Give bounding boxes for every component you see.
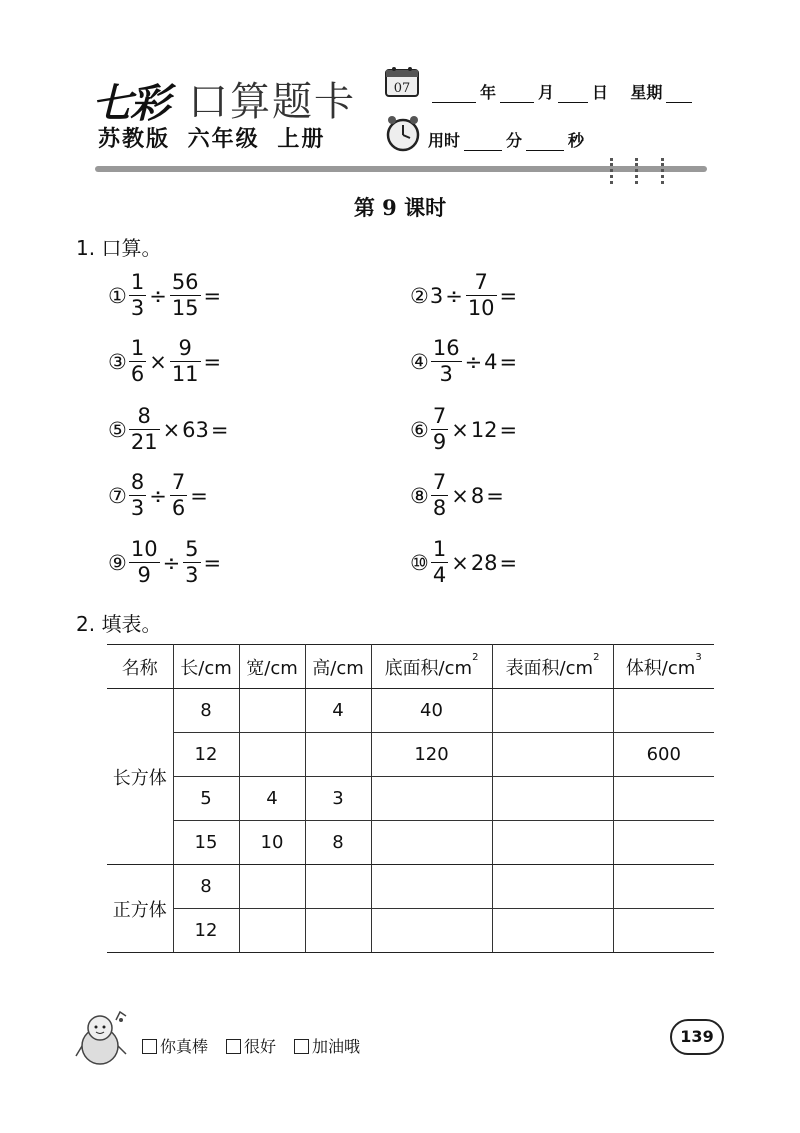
fraction [171,338,200,385]
day-label: 日 [592,83,609,102]
binding-ring [610,158,615,184]
operator: ÷ [464,349,483,374]
table-row [107,821,714,865]
minute-label: 分 [506,131,523,150]
operator: ÷ [162,550,181,575]
denominator: 8 [432,496,447,520]
operator: × [149,349,167,374]
mascot-illustration [72,1006,132,1068]
unit-exponent: 2 [472,651,479,663]
problem-2 [410,272,519,319]
edition-label: 苏教版 六年级 上册 [98,127,326,152]
table-cell[interactable] [305,865,371,909]
equals-sign: = [203,283,222,308]
second-label: 秒 [568,131,585,150]
table-header-row [107,645,714,689]
equals-sign: = [499,349,518,374]
equals-sign: = [499,550,518,575]
operator: × [162,417,181,442]
denominator: 15 [171,296,199,320]
fraction [130,472,145,519]
table-row [107,733,714,777]
header-label: 表面积/cm [505,657,594,679]
table-cell[interactable] [305,733,371,777]
table-cell[interactable] [371,777,492,821]
weekday-label: 星期 [630,83,663,102]
operator: × [451,417,469,442]
numerator: 8 [137,404,151,428]
year-label: 年 [480,83,497,102]
numerator: 7 [171,470,186,494]
table-cell[interactable] [613,689,714,733]
table-cell[interactable] [305,909,371,953]
table-cell[interactable] [492,733,613,777]
problem-1 [108,272,223,319]
time-used-label: 用时 [428,131,461,150]
operator: ÷ [149,283,167,308]
table-cell[interactable] [239,733,305,777]
table-row [107,909,714,953]
whole-number: 8 [470,483,485,508]
header-cell [371,645,492,689]
rating-checkbox[interactable] [294,1039,309,1054]
table-cell[interactable] [613,865,714,909]
header-cell [613,645,714,689]
denominator: 3 [431,361,462,385]
whole-number: 28 [470,550,498,575]
unit-exponent: 3 [695,651,702,663]
table-cell: 8 [173,689,239,733]
table-row [107,689,714,733]
header-cell [492,645,613,689]
month-label: 月 [538,83,555,102]
numerator: 5 [185,537,199,561]
equals-sign: = [499,417,518,442]
rating-option[interactable] [142,1034,208,1057]
denominator: 3 [185,563,199,587]
fraction [184,539,199,586]
fraction [130,406,159,453]
problem-7 [108,472,210,519]
table-row [107,865,714,909]
table-cell[interactable] [613,821,714,865]
table-cell[interactable] [239,689,305,733]
table-cell[interactable] [492,777,613,821]
table-cell: 12 [173,733,239,777]
table-cell: 5 [173,777,239,821]
binding-ring [661,158,666,184]
problem-3 [108,338,223,385]
header-divider [95,166,707,172]
table-cell[interactable] [371,821,492,865]
problem-marker: ⑨ [108,550,127,575]
rating-checkbox[interactable] [142,1039,157,1054]
rating-label: 加油哦 [312,1037,361,1056]
denominator: 3 [130,296,145,320]
numerator: 7 [474,270,488,294]
table-cell: 10 [239,821,305,865]
operator: ÷ [149,483,167,508]
table-cell[interactable] [371,909,492,953]
table-cell: 8 [305,821,371,865]
table-cell: 120 [371,733,492,777]
numerator: 56 [171,270,199,294]
calendar-day: 07 [393,81,411,96]
fraction [432,539,447,586]
table-row [107,777,714,821]
header-cell [305,645,371,689]
table-cell[interactable] [371,865,492,909]
whole-number: 4 [484,349,498,374]
rating-option[interactable] [226,1034,276,1057]
problem-marker: ⑥ [410,417,429,442]
problem-marker: ⑦ [108,483,127,508]
operator: × [451,483,469,508]
problem-marker: ⑤ [108,417,127,442]
fraction [171,272,200,319]
rating-label: 你真棒 [160,1037,209,1056]
unit-exponent: 2 [593,651,600,663]
denominator: 6 [171,496,186,520]
problem-marker: ④ [410,349,429,374]
table-cell: 4 [239,777,305,821]
equals-sign: = [203,349,222,374]
logo-brand: 七彩 [92,80,168,127]
header-label: 长/cm [180,657,232,679]
table-cell: 15 [173,821,239,865]
header-label: 宽/cm [246,657,298,679]
fraction [130,272,145,319]
shape-name-cell: 正方体 [107,865,173,953]
numerator: 7 [432,404,447,428]
numerator: 10 [130,537,158,561]
header-label: 高/cm [312,657,364,679]
numerator: 8 [130,470,145,494]
numerator: 1 [130,336,145,360]
equals-sign: = [203,550,222,575]
numerator: 16 [432,336,460,360]
fraction [432,472,447,519]
fill-in-table [107,644,714,953]
fraction [432,406,447,453]
numerator: 7 [432,470,447,494]
operator: × [451,550,469,575]
denominator: 6 [130,362,145,386]
problem-8 [410,472,506,519]
table-cell[interactable] [492,865,613,909]
denominator: 21 [130,430,158,454]
problem-marker: ⑧ [410,483,429,508]
header-label: 名称 [121,657,158,679]
problem-5 [108,406,231,453]
problem-marker: ① [108,283,127,308]
section-2-title: 2. 填表。 [76,612,162,636]
denominator: 9 [129,562,160,586]
problem-marker: ⑩ [410,550,429,575]
table-cell[interactable] [492,909,613,953]
clock-icon [384,114,422,152]
table-cell[interactable] [613,777,714,821]
header-cell [107,645,173,689]
problem-10 [410,539,519,586]
header-cell [239,645,305,689]
table-cell: 3 [305,777,371,821]
table-cell: 12 [173,909,239,953]
calendar-icon [384,64,420,98]
date-line [428,80,696,103]
denominator: 9 [432,430,447,454]
equals-sign: = [486,483,504,508]
denominator: 3 [130,496,145,520]
fraction [171,472,186,519]
header-label: 体积/cm [625,657,696,679]
equals-sign: = [499,283,518,308]
time-line [428,128,584,151]
numerator: 9 [178,336,192,360]
whole-number: 3 [429,283,444,308]
problem-4 [410,338,519,385]
problem-marker: ③ [108,349,127,374]
table-cell: 40 [371,689,492,733]
numerator: 1 [130,270,145,294]
fraction [432,338,461,385]
table-cell: 600 [613,733,714,777]
operator: ÷ [445,283,463,308]
header-cell [173,645,239,689]
table-cell: 8 [173,865,239,909]
equals-sign: = [190,483,208,508]
rating-option[interactable] [294,1034,360,1057]
self-rating [142,1034,360,1057]
table-cell[interactable] [239,909,305,953]
problem-6 [410,406,519,453]
denominator: 4 [432,563,447,587]
rating-label: 很好 [244,1037,277,1056]
table-cell[interactable] [492,821,613,865]
lesson-title: 第 9 课时 [353,195,447,220]
problem-9 [108,539,223,586]
shape-name-cell: 长方体 [107,689,173,865]
binding-ring [635,158,640,184]
denominator: 11 [171,362,199,386]
section-1-title: 1. 口算。 [76,236,162,260]
numerator: 1 [432,537,447,561]
fraction [130,539,159,586]
table-cell[interactable] [613,909,714,953]
logo-title: 口算题卡 [188,79,356,125]
table-cell: 4 [305,689,371,733]
fraction [467,272,496,319]
fraction [130,338,145,385]
denominator: 10 [467,296,495,320]
header-label: 底面积/cm [384,657,473,679]
table-cell[interactable] [239,865,305,909]
problem-marker: ② [410,283,429,308]
whole-number: 12 [470,417,498,442]
rating-checkbox[interactable] [226,1039,241,1054]
page-number: 139 [670,1019,724,1055]
table-cell[interactable] [492,689,613,733]
equals-sign: = [210,417,229,442]
whole-number: 63 [182,417,209,442]
